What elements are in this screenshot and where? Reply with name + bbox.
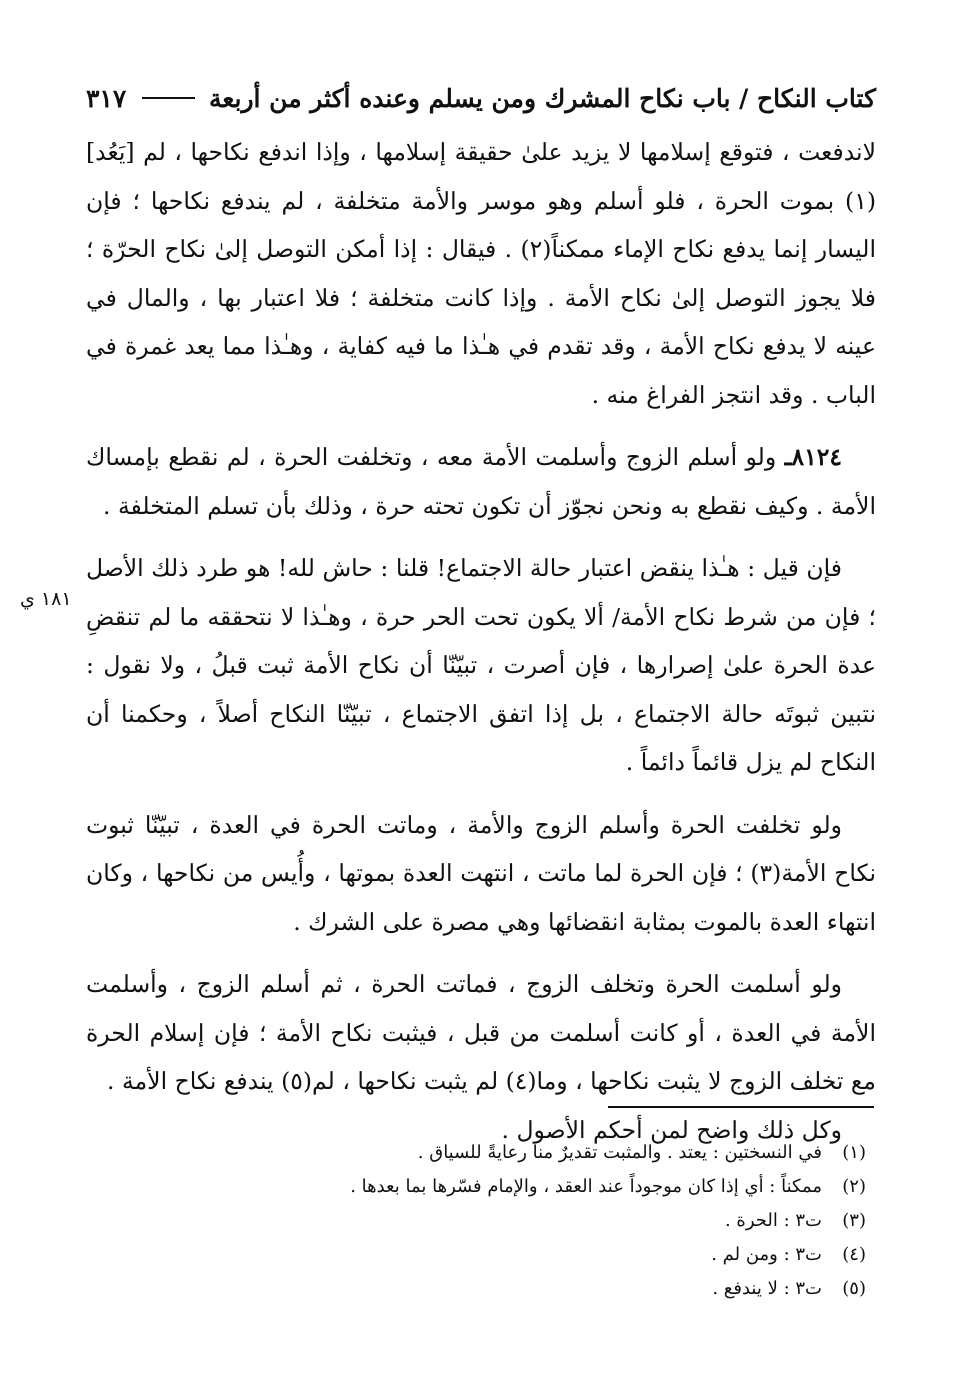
paragraph-1: لاندفعت ، فتوقع إسلامها لا يزيد علىٰ حقيقة إسلامها ، وإذا اندفع نكاحها ، لم [يَعُد](١) بموت الحرة ، فلو أسلم وهو موسر والأمة متخلفة ، لم يندفع نكاحها ؛ فإن اليسار إنما يدفع نكاح الإماء ممكناً(٢) . فيقال : إذا أمكن التوصل إلىٰ نكاح الحرّة ؛ فلا يجوز التوصل إلىٰ نكاح الأمة . وإذا كانت متخلفة ؛ فلا اعتبار بها ، والمال في عينه لا يدفع نكاح الأمة ، وقد تقدم في هـٰذا ما فيه كفاية ، وهـٰذا مما يعد غمرة في الباب . وقد انتجز الفراغ منه . (86, 138, 876, 409)
footnote (86, 1170, 866, 1204)
footnote (86, 1238, 866, 1272)
footnote (86, 1204, 866, 1238)
footnote-text: ت٣ : لا يندفع . (712, 1278, 822, 1299)
margin-manuscript-ref: ١٨١ ي (20, 588, 72, 610)
footnote-number: (٢) (842, 1176, 866, 1197)
footnote-number: (١) (842, 1142, 866, 1163)
paragraph-2 (86, 433, 876, 530)
issue-number: ٨١٢٤ـ (784, 443, 842, 471)
footnote-text: ت٣ : ومن لم . (711, 1244, 822, 1265)
footnotes (86, 1136, 866, 1306)
footnote (86, 1272, 866, 1306)
footnote-text: ت٣ : الحرة . (724, 1210, 822, 1231)
running-header (86, 78, 876, 118)
footnote-text: ممكناً : أي إذا كان موجوداً عند العقد ، والإمام فسّرها بما بعدها . (350, 1176, 822, 1197)
header-rule (142, 97, 195, 99)
footnote-text: في النسختين : يعتد . والمثبت تقديرٌ منا رعايةً للسياق . (417, 1142, 822, 1163)
page-number: ٣١٧ (86, 83, 127, 113)
main-text (86, 128, 876, 1154)
paragraph-2-text: ولو أسلم الزوج وأسلمت الأمة معه ، وتخلفت الحرة ، لم نقطع بإمساك الأمة . وكيف نقطع به ونحن نجوّز أن تكون تحته حرة ، وذلك بأن تسلم المتخلفة . (86, 443, 876, 520)
paragraph-4: ولو تخلفت الحرة وأسلم الزوج والأمة ، وماتت الحرة في العدة ، تبيّنّا ثبوت نكاح الأمة(٣) ؛ فإن الحرة لما ماتت ، انتهت العدة بموتها ، وأُيس من نكاحها ، وكان انتهاء العدة بالموت بمثابة انقضائها وهي مصرة على الشرك . (86, 810, 876, 936)
paragraph-6: وكل ذلك واضح لمن أحكم الأصول . (501, 1115, 842, 1144)
paragraph-3: فإن قيل : هـٰذا ينقض اعتبار حالة الاجتماع! قلنا : حاش لله! هو طرد ذلك الأصل ؛ فإن من شرط نكاح الأمة/ ألا يكون تحت الحر حرة ، وهـٰذا لا نتحققه ما لم تنقضِ عدة الحرة علىٰ إصرارها ، فإن أصرت ، تبيّنّا أن نكاح الأمة ثبت قبلُ ، ولا نقول : نتبين ثبوتَه حالة الاجتماع ، بل إذا اتفق الاجتماع ، تبيّنّا النكاح أصلاً ، وحكمنا أن النكاح لم يزل قائماً دائماً . (86, 554, 876, 776)
paragraph-5: ولو أسلمت الحرة وتخلف الزوج ، فماتت الحرة ، ثم أسلم الزوج ، وأسلمت الأمة في العدة ، أو كانت أسلمت من قبل ، فيثبت نكاح الأمة ؛ فإن إسلام الحرة مع تخلف الزوج لا يثبت نكاحها ، وما(٤) لم يثبت نكاحها ، لم(٥) يندفع نكاح الأمة . (86, 970, 876, 1095)
footnote-number: (٤) (842, 1244, 866, 1265)
header-title: كتاب النكاح / باب نكاح المشرك ومن يسلم وعنده أكثر من أربعة (209, 83, 876, 113)
footnote-number: (٣) (842, 1210, 866, 1231)
footnote-number: (٥) (842, 1278, 866, 1299)
footnote (86, 1136, 866, 1170)
footnote-separator (608, 1106, 874, 1108)
